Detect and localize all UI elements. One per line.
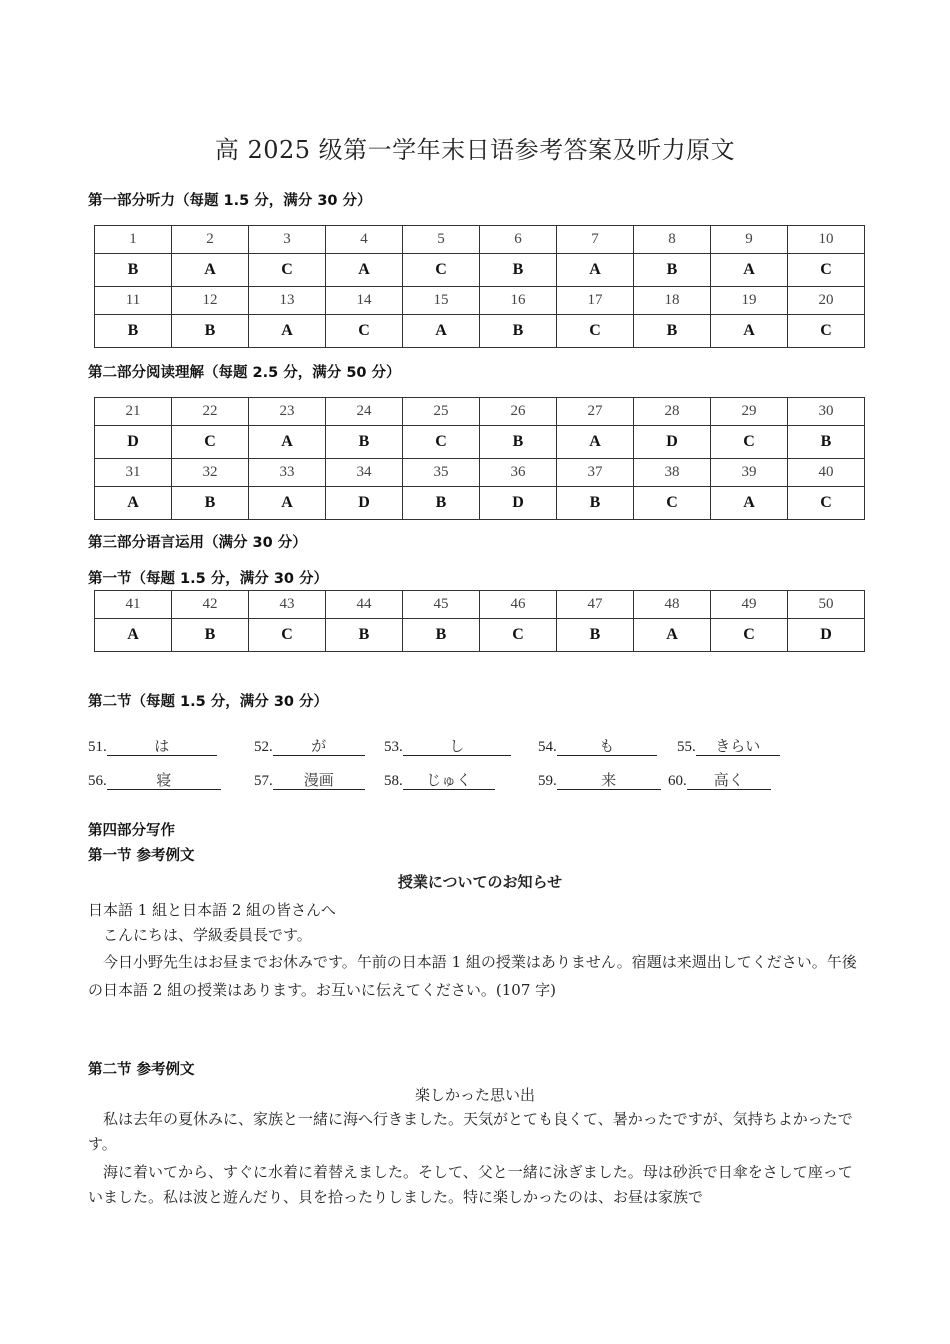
part2-heading: 第二部分阅读理解（每题 2.5 分，满分 50 分） [88,365,401,381]
essay1-title: 授業についてのお知らせ [397,873,563,891]
fill-item [254,770,365,790]
answer-cell: C [788,254,865,287]
question-number: 21 [95,398,172,426]
fill-number: 60. [668,773,687,789]
part1-answer-table [94,225,865,348]
question-number: 7 [557,226,634,254]
question-number: 8 [634,226,711,254]
fill-item [384,770,495,790]
answer-cell: A [249,315,326,348]
question-number: 31 [95,459,172,487]
fill-answer: 寝 [107,771,221,790]
answer-cell: C [403,426,480,459]
fill-number: 59. [538,773,557,789]
answer-cell: A [711,315,788,348]
essay2-title: 楽しかった思い出 [414,1086,535,1104]
answer-cell: A [557,426,634,459]
answer-cell: D [480,487,557,520]
fill-item [88,736,217,756]
fill-number: 54. [538,739,557,755]
question-number: 19 [711,287,788,315]
fill-number: 53. [384,739,403,755]
answer-cell: B [634,315,711,348]
question-number: 22 [172,398,249,426]
answer-cell: B [557,487,634,520]
question-number: 3 [249,226,326,254]
question-number: 33 [249,459,326,487]
answer-cell: C [249,619,326,652]
question-number: 17 [557,287,634,315]
fill-item [538,770,661,790]
question-number: 13 [249,287,326,315]
question-number: 18 [634,287,711,315]
question-number: 41 [95,591,172,619]
question-number: 29 [711,398,788,426]
question-number: 24 [326,398,403,426]
essay1-line: 今日小野先生はお昼までお休みです。午前の日本語 1 組の授業はありません。宿題は来週出してください。午後の日本語 2 組の授業はあります。お互いに伝えてください。(107 字) [88,953,857,999]
question-number: 35 [403,459,480,487]
question-number: 28 [634,398,711,426]
fill-item [538,736,657,756]
question-number: 47 [557,591,634,619]
table-row [95,398,865,426]
essay1-line: 日本語 1 組と日本語 2 組の皆さんへ [88,901,336,919]
answer-cell: A [326,254,403,287]
question-number: 44 [326,591,403,619]
answer-cell: B [172,487,249,520]
question-number: 30 [788,398,865,426]
question-number: 23 [249,398,326,426]
fill-number: 52. [254,739,273,755]
table-row [95,487,865,520]
answer-cell: C [788,487,865,520]
question-number: 49 [711,591,788,619]
fill-answer: は [107,737,217,756]
table-row [95,426,865,459]
answer-cell: A [249,426,326,459]
answer-cell: B [326,426,403,459]
question-number: 45 [403,591,480,619]
answer-cell: B [634,254,711,287]
question-number: 4 [326,226,403,254]
answer-cell: C [711,619,788,652]
fill-item [88,770,221,790]
question-number: 1 [95,226,172,254]
essay2-body [88,1107,863,1210]
answer-cell: D [95,426,172,459]
fill-item [384,736,511,756]
question-number: 12 [172,287,249,315]
answer-cell: A [634,619,711,652]
question-number: 42 [172,591,249,619]
fill-number: 51. [88,739,107,755]
question-number: 40 [788,459,865,487]
answer-cell: B [403,487,480,520]
question-number: 32 [172,459,249,487]
essay2-line: 私は去年の夏休みに、家族と一緒に海へ行きました。天気がとても良くて、暑かったですが、気持ちよかったです。 [88,1110,853,1153]
table-row [95,459,865,487]
part4-section2-heading: 第二节 参考例文 [88,1062,195,1078]
question-number: 27 [557,398,634,426]
answer-cell: C [711,426,788,459]
answer-cell: C [634,487,711,520]
question-number: 25 [403,398,480,426]
answer-cell: B [557,619,634,652]
fill-answer: し [403,737,511,756]
answer-cell: A [403,315,480,348]
answer-cell: C [403,254,480,287]
table-row [95,287,865,315]
essay1-line: こんにちは、学級委員長です。 [88,926,312,944]
fill-answer: じゅく [403,771,495,790]
fill-answer: 来 [557,771,661,790]
fill-answer: 漫画 [273,771,365,790]
part3-section1-heading: 第一节（每题 1.5 分，满分 30 分） [88,571,329,587]
part3-answer-table [94,590,865,652]
table-row [95,254,865,287]
question-number: 39 [711,459,788,487]
question-number: 26 [480,398,557,426]
fill-answer: が [273,737,365,756]
table-row [95,591,865,619]
answer-cell: B [788,426,865,459]
question-number: 43 [249,591,326,619]
page-title: 高 2025 级第一学年末日语参考答案及听力原文 [214,136,736,164]
question-number: 20 [788,287,865,315]
answer-cell: B [95,254,172,287]
question-number: 9 [711,226,788,254]
fill-number: 56. [88,773,107,789]
part1-heading: 第一部分听力（每题 1.5 分，满分 30 分） [88,193,372,209]
answer-cell: B [480,254,557,287]
question-number: 11 [95,287,172,315]
answer-cell: C [557,315,634,348]
fill-number: 55. [677,739,696,755]
answer-cell: D [634,426,711,459]
answer-cell: B [403,619,480,652]
answer-cell: C [480,619,557,652]
fill-item [254,736,365,756]
answer-cell: D [788,619,865,652]
question-number: 50 [788,591,865,619]
table-row [95,315,865,348]
part3-heading: 第三部分语言运用（满分 30 分） [88,535,307,551]
question-number: 37 [557,459,634,487]
answer-cell: C [788,315,865,348]
part3-section2-heading: 第二节（每题 1.5 分，满分 30 分） [88,694,329,710]
answer-cell: A [95,487,172,520]
answer-cell: C [249,254,326,287]
answer-cell: B [480,315,557,348]
answer-cell: B [95,315,172,348]
fill-number: 57. [254,773,273,789]
answer-cell: A [557,254,634,287]
question-number: 38 [634,459,711,487]
answer-cell: A [711,254,788,287]
answer-cell: C [172,426,249,459]
part4-section1-heading: 第一节 参考例文 [88,848,195,864]
question-number: 10 [788,226,865,254]
table-row [95,226,865,254]
answer-cell: A [172,254,249,287]
essay2-line: 海に着いてから、すぐに水着に着替えました。そして、父と一緒に泳ぎました。母は砂浜で日傘をさして座っていました。私は波と遊んだり、貝を拾ったりしました。特に楽しかったのは、お昼は家族で [88,1163,853,1206]
essay1-body [88,898,863,1004]
answer-cell: D [326,487,403,520]
question-number: 2 [172,226,249,254]
fill-item [677,736,780,756]
question-number: 6 [480,226,557,254]
question-number: 46 [480,591,557,619]
part4-heading: 第四部分写作 [88,823,175,839]
question-number: 14 [326,287,403,315]
question-number: 34 [326,459,403,487]
fill-answer: 高く [687,771,771,790]
question-number: 48 [634,591,711,619]
answer-cell: A [95,619,172,652]
answer-cell: A [711,487,788,520]
table-row [95,619,865,652]
question-number: 16 [480,287,557,315]
part2-answer-table [94,397,865,520]
question-number: 5 [403,226,480,254]
answer-cell: B [326,619,403,652]
fill-number: 58. [384,773,403,789]
fill-answer: きらい [696,737,780,756]
answer-cell: B [172,315,249,348]
answer-cell: B [172,619,249,652]
question-number: 15 [403,287,480,315]
fill-item [668,770,771,790]
answer-cell: B [480,426,557,459]
answer-cell: A [249,487,326,520]
fill-answer: も [557,737,657,756]
answer-cell: C [326,315,403,348]
question-number: 36 [480,459,557,487]
